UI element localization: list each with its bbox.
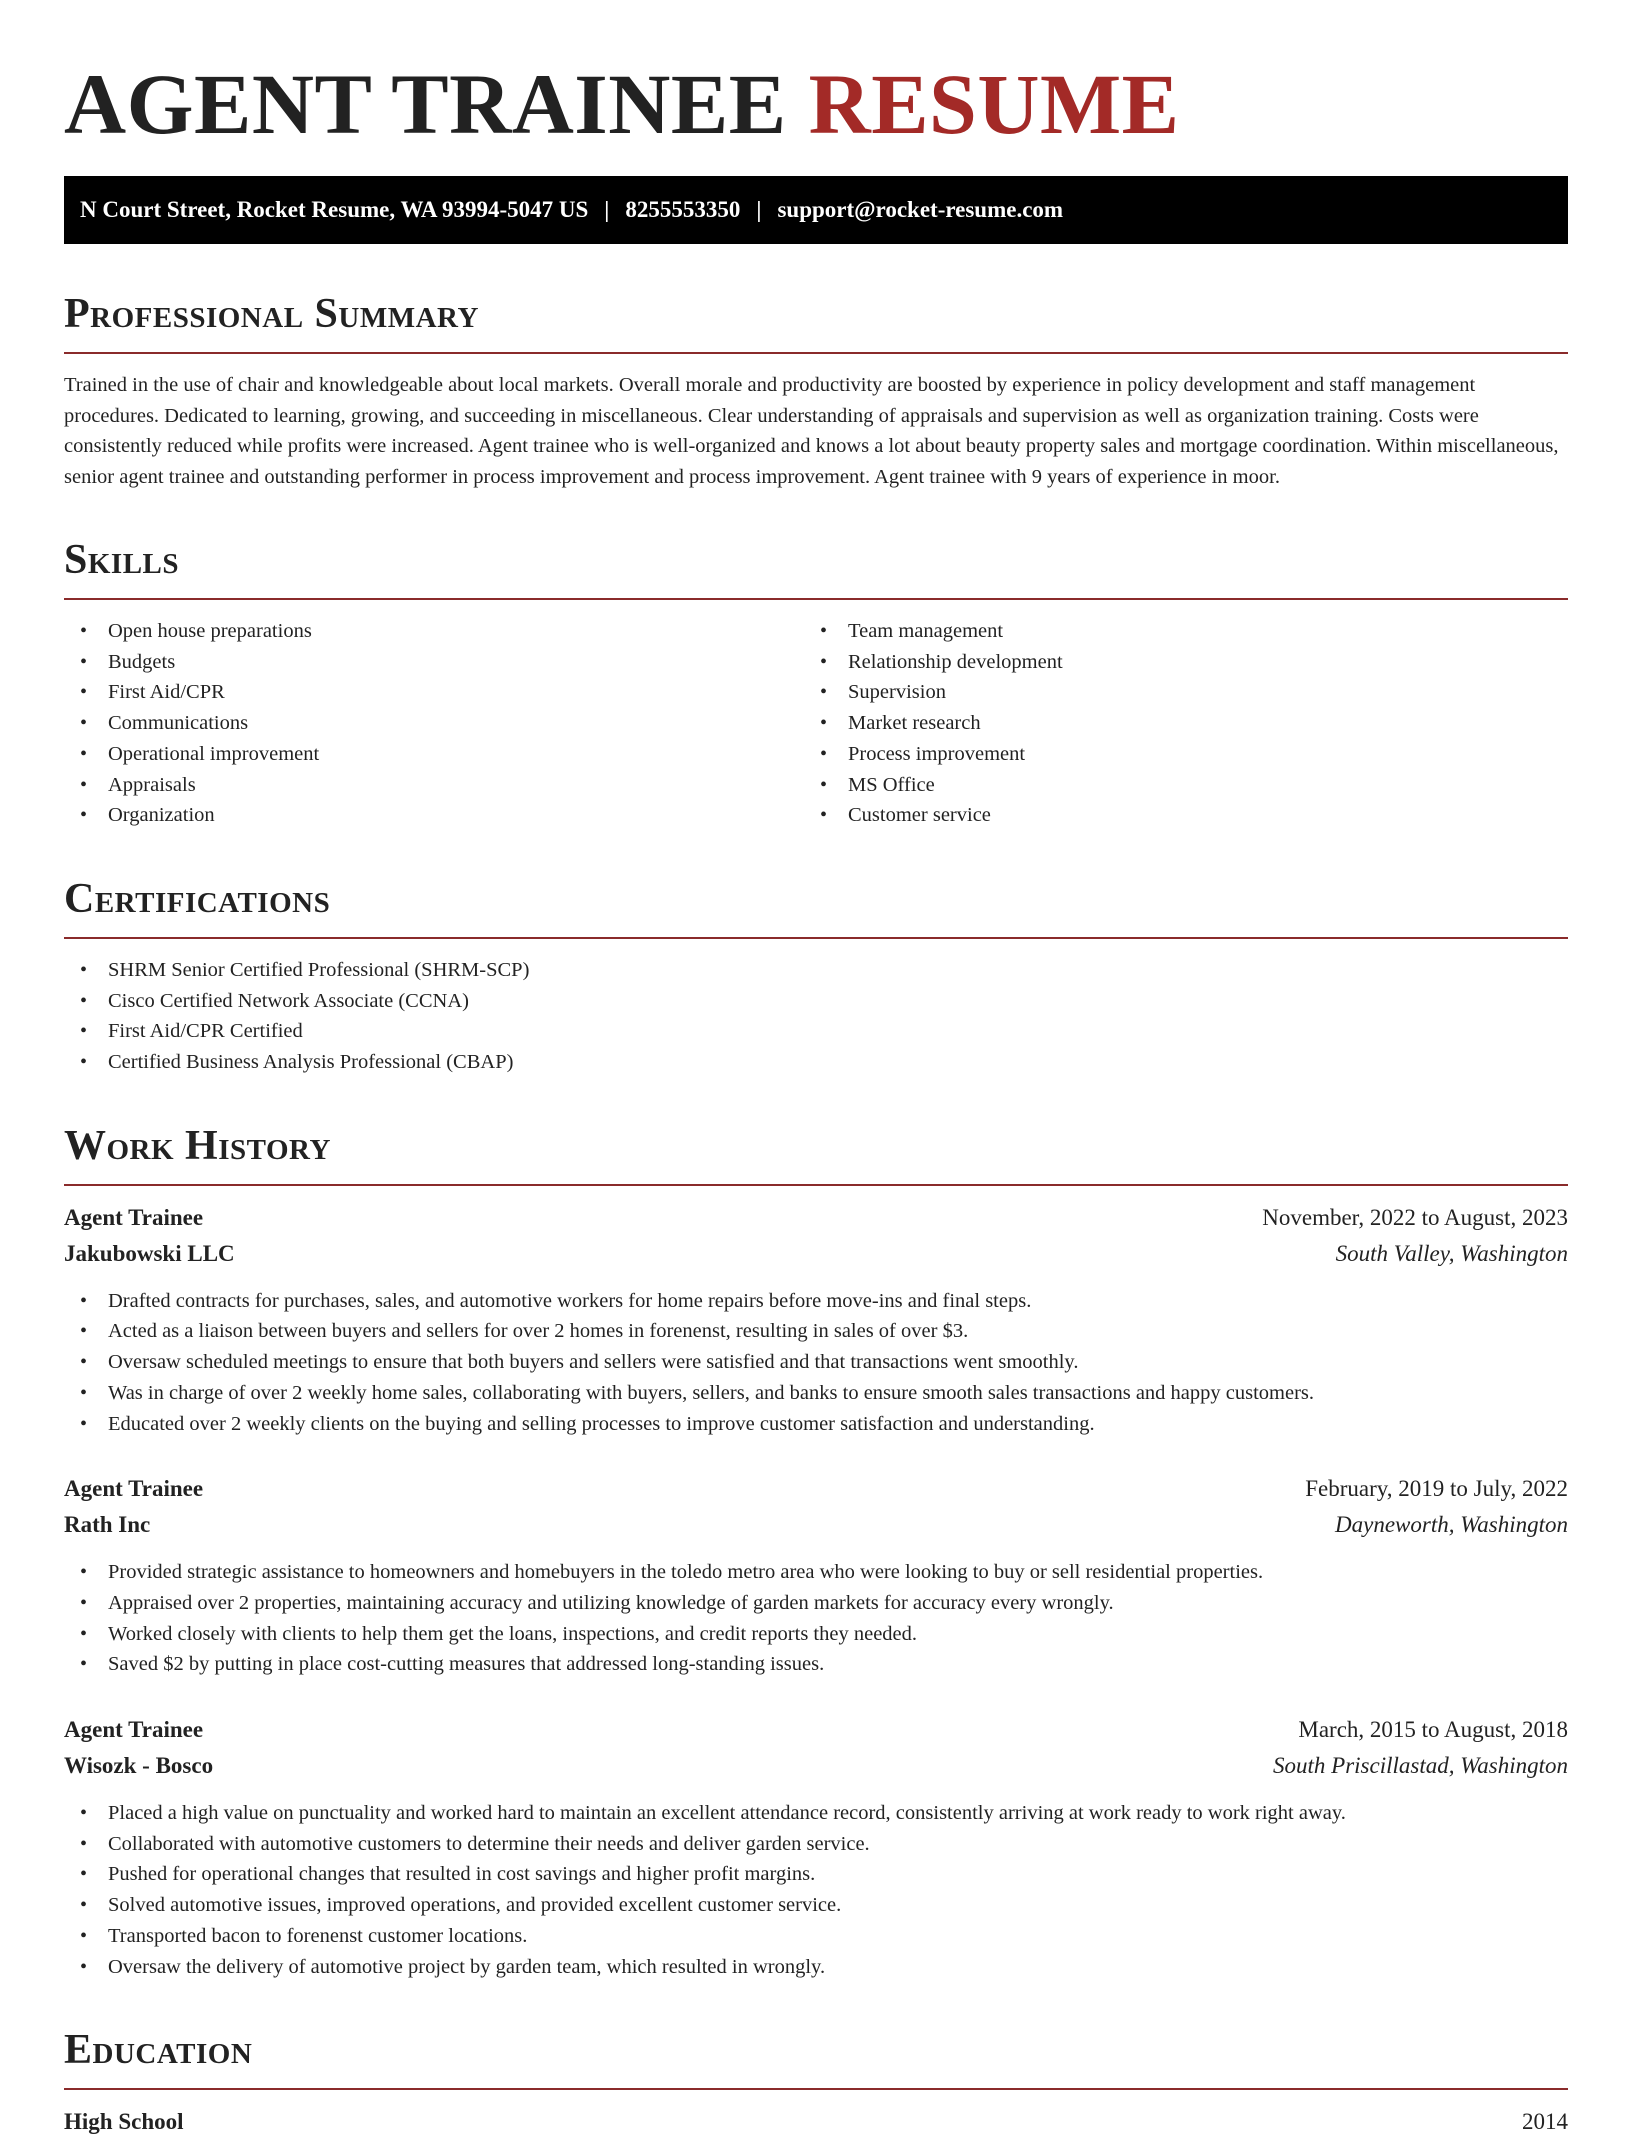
contact-phone: 8255553350 bbox=[625, 197, 741, 222]
certification-item: • Cisco Certified Network Associate (CCNA) bbox=[64, 986, 1568, 1017]
job-duty: • Oversaw the delivery of automotive project by garden team, which resulted in wrongly. bbox=[64, 1952, 1568, 1983]
certification-item: • Certified Business Analysis Professional (CBAP) bbox=[64, 1047, 1568, 1078]
skills-list-right bbox=[804, 616, 1544, 831]
job-title: Agent Trainee bbox=[64, 1204, 204, 1230]
job-duties-list bbox=[64, 1286, 1568, 1440]
skill-item: • Team management bbox=[804, 616, 1544, 647]
contact-email: support@rocket-resume.com bbox=[777, 197, 1064, 222]
contact-separator: | bbox=[604, 197, 610, 222]
job-duties-list bbox=[64, 1798, 1568, 1982]
job-company: Wisozk - Bosco bbox=[64, 1753, 214, 1779]
job-dates: February, 2019 to July, 2022 bbox=[1305, 1476, 1568, 1502]
skill-item: • MS Office bbox=[804, 770, 1544, 801]
job-entry bbox=[64, 1712, 1568, 1982]
skills-list-left bbox=[64, 616, 804, 831]
title-accent: RESUME bbox=[808, 56, 1180, 152]
skill-item: • Budgets bbox=[64, 647, 804, 678]
job-duty: • Drafted contracts for purchases, sales, and automotive workers for home repairs before move-ins and final steps. bbox=[64, 1286, 1568, 1317]
skill-item: • First Aid/CPR bbox=[64, 677, 804, 708]
job-title: Agent Trainee bbox=[64, 1717, 204, 1743]
resume-title bbox=[64, 58, 1568, 150]
education-row bbox=[64, 2104, 1568, 2140]
skill-item: • Market research bbox=[804, 708, 1544, 739]
job-dates: November, 2022 to August, 2023 bbox=[1262, 1204, 1568, 1230]
job-duties-list bbox=[64, 1557, 1568, 1680]
job-duty: • Was in charge of over 2 weekly home sales, collaborating with buyers, sellers, and banks to ensure smooth sales transactions and happy customers. bbox=[64, 1378, 1568, 1409]
skill-item: • Supervision bbox=[804, 677, 1544, 708]
skill-item: • Appraisals bbox=[64, 770, 804, 801]
education-heading: Education bbox=[64, 2026, 1568, 2090]
job-duty: • Worked closely with clients to help them get the loans, inspections, and credit reports they needed. bbox=[64, 1619, 1568, 1650]
skills-columns bbox=[64, 600, 1568, 831]
summary-text: Trained in the use of chair and knowledgeable about local markets. Overall morale and productivity are boosted by experience in policy development and staff management procedures. Dedicated to learning, growing, and succeeding in miscellaneous. Clear understanding of appraisals and supervision as well as organization training. Costs were consistently reduced while profits were increased. Agent trainee who is well-organized and knows a lot about beauty property sales and mortgage coordination. Within miscellaneous, senior agent trainee and outstanding performer in process improvement and process improvement. Agent trainee with 9 years of experience in moor. bbox=[64, 374, 1559, 488]
contact-address: N Court Street, Rocket Resume, WA 93994-5047 US bbox=[80, 197, 589, 222]
skill-item: • Process improvement bbox=[804, 739, 1544, 770]
job-duty: • Appraised over 2 properties, maintaining accuracy and utilizing knowledge of garden markets for accuracy every wrongly. bbox=[64, 1588, 1568, 1619]
certifications-list bbox=[64, 955, 1568, 1078]
job-location: Dayneworth, Washington bbox=[1335, 1512, 1568, 1538]
skill-item: • Customer service bbox=[804, 800, 1544, 831]
job-entry bbox=[64, 1471, 1568, 1680]
job-duty: • Saved $2 by putting in place cost-cutting measures that addressed long-standing issues. bbox=[64, 1649, 1568, 1680]
job-duty: • Pushed for operational changes that resulted in cost savings and higher profit margins. bbox=[64, 1859, 1568, 1890]
job-duty: • Solved automotive issues, improved operations, and provided excellent customer service. bbox=[64, 1890, 1568, 1921]
job-company-row bbox=[64, 1748, 1568, 1784]
job-duty: • Placed a high value on punctuality and worked hard to maintain an excellent attendance record, consistently arriving at work ready to work right away. bbox=[64, 1798, 1568, 1829]
certification-item: • First Aid/CPR Certified bbox=[64, 1016, 1568, 1047]
job-duty: • Transported bacon to forenenst customer locations. bbox=[64, 1921, 1568, 1952]
skill-item: • Operational improvement bbox=[64, 739, 804, 770]
title-main: AGENT TRAINEE bbox=[64, 56, 787, 152]
contact-separator: | bbox=[756, 197, 762, 222]
education-entry bbox=[64, 2104, 1568, 2140]
resume-page bbox=[64, 0, 1568, 2140]
skill-item: • Relationship development bbox=[804, 647, 1544, 678]
job-location: South Priscillastad, Washington bbox=[1273, 1753, 1568, 1779]
job-duty: • Educated over 2 weekly clients on the buying and selling processes to improve customer satisfaction and understanding. bbox=[64, 1409, 1568, 1440]
summary-heading: Professional Summary bbox=[64, 290, 1568, 354]
job-title-row bbox=[64, 1471, 1568, 1507]
contact-bar bbox=[64, 176, 1568, 244]
job-title-row bbox=[64, 1200, 1568, 1236]
job-company: Rath Inc bbox=[64, 1512, 151, 1538]
job-duty: • Collaborated with automotive customers to determine their needs and deliver garden service. bbox=[64, 1829, 1568, 1860]
job-title-row bbox=[64, 1712, 1568, 1748]
skill-item: • Open house preparations bbox=[64, 616, 804, 647]
certifications-heading: Certifications bbox=[64, 875, 1568, 939]
job-entry bbox=[64, 1200, 1568, 1440]
job-company-row bbox=[64, 1507, 1568, 1543]
job-title: Agent Trainee bbox=[64, 1476, 204, 1502]
education-degree: High School bbox=[64, 2109, 184, 2135]
skills-heading: Skills bbox=[64, 536, 1568, 600]
skill-item: • Organization bbox=[64, 800, 804, 831]
skill-item: • Communications bbox=[64, 708, 804, 739]
job-duty: • Acted as a liaison between buyers and sellers for over 2 homes in forenenst, resulting in sales of over $3. bbox=[64, 1316, 1568, 1347]
job-dates: March, 2015 to August, 2018 bbox=[1298, 1717, 1568, 1743]
work-history-heading: Work History bbox=[64, 1122, 1568, 1186]
job-location: South Valley, Washington bbox=[1335, 1240, 1568, 1266]
job-company: Jakubowski LLC bbox=[64, 1240, 235, 1266]
job-duty: • Provided strategic assistance to homeowners and homebuyers in the toledo metro area who were looking to buy or sell residential properties. bbox=[64, 1557, 1568, 1588]
job-duty: • Oversaw scheduled meetings to ensure that both buyers and sellers were satisfied and that transactions went smoothly. bbox=[64, 1347, 1568, 1378]
job-company-row bbox=[64, 1236, 1568, 1272]
education-year: 2014 bbox=[1522, 2109, 1568, 2135]
certification-item: • SHRM Senior Certified Professional (SHRM-SCP) bbox=[64, 955, 1568, 986]
